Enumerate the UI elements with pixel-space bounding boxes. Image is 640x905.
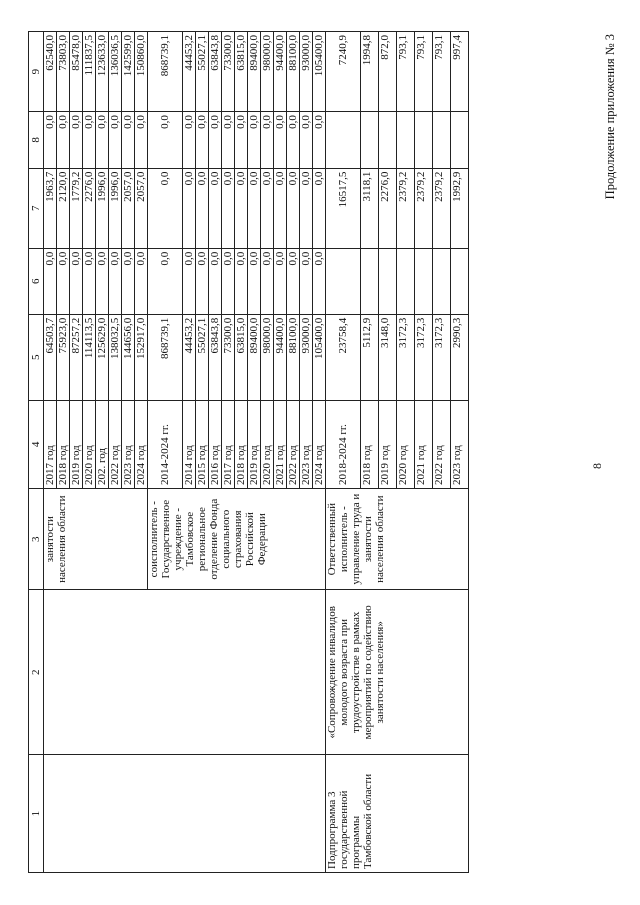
executor-cell: соисполнитель - Государственное учреждение - Тамбовское региональное отделение Фонда социального страхования Российской Федерации bbox=[148, 489, 326, 590]
period-cell: 2020 год bbox=[397, 400, 415, 488]
federal-cell: 0,0 bbox=[222, 248, 235, 314]
period-cell: 2017 год bbox=[222, 400, 235, 488]
local-cell: 0,0 bbox=[122, 112, 135, 169]
period-cell: 2019 год bbox=[379, 400, 397, 488]
regional-cell: 1779,2 bbox=[70, 168, 83, 248]
federal-cell: 0,0 bbox=[44, 248, 57, 314]
regional-cell: 1996,0 bbox=[109, 168, 122, 248]
extrabudget-cell: 111837,5 bbox=[83, 32, 96, 112]
regional-cell: 0,0 bbox=[313, 168, 326, 248]
event-cell: «Сопровождение инвалидов молодого возраста при трудоустройстве в рамках мероприятий по содействию занятости населения» bbox=[326, 590, 469, 755]
extrabudget-cell: 136036,5 bbox=[109, 32, 122, 112]
local-cell: 0,0 bbox=[96, 112, 109, 169]
federal-cell: 0,0 bbox=[196, 248, 209, 314]
regional-cell: 0,0 bbox=[183, 168, 196, 248]
regional-cell: 2057,0 bbox=[135, 168, 148, 248]
period-cell: 2024 год bbox=[313, 400, 326, 488]
local-cell bbox=[361, 112, 379, 169]
period-cell: 2014-2024 гг. bbox=[148, 400, 183, 488]
total-cell: 868739,1 bbox=[148, 314, 183, 400]
total-cell: 23758,4 bbox=[326, 314, 361, 400]
period-cell: 2020 год bbox=[83, 400, 96, 488]
total-cell: 88100,0 bbox=[287, 314, 300, 400]
header-cell: 1 bbox=[29, 755, 44, 873]
federal-cell bbox=[415, 248, 433, 314]
regional-cell: 1992,9 bbox=[451, 168, 469, 248]
period-cell: 202. год bbox=[96, 400, 109, 488]
local-cell: 0,0 bbox=[300, 112, 313, 169]
regional-cell: 2120,0 bbox=[57, 168, 70, 248]
local-cell: 0,0 bbox=[196, 112, 209, 169]
header-cell: 5 bbox=[29, 314, 44, 400]
federal-cell: 0,0 bbox=[109, 248, 122, 314]
regional-cell: 2379,2 bbox=[415, 168, 433, 248]
period-cell: 2023 год bbox=[122, 400, 135, 488]
extrabudget-cell: 123633,0 bbox=[96, 32, 109, 112]
extrabudget-cell: 7240,9 bbox=[326, 32, 361, 112]
federal-cell: 0,0 bbox=[209, 248, 222, 314]
table-row bbox=[44, 32, 57, 873]
period-cell: 2021 год bbox=[415, 400, 433, 488]
federal-cell: 0,0 bbox=[135, 248, 148, 314]
local-cell: 0,0 bbox=[313, 112, 326, 169]
local-cell: 0,0 bbox=[44, 112, 57, 169]
extrabudget-cell: 93000,0 bbox=[300, 32, 313, 112]
total-cell: 125629,0 bbox=[96, 314, 109, 400]
extrabudget-cell: 872,0 bbox=[379, 32, 397, 112]
total-cell: 75923,0 bbox=[57, 314, 70, 400]
regional-cell: 0,0 bbox=[300, 168, 313, 248]
extrabudget-cell: 62540,0 bbox=[44, 32, 57, 112]
regional-cell: 2276,0 bbox=[83, 168, 96, 248]
total-cell: 87257,2 bbox=[70, 314, 83, 400]
header-cell: 9 bbox=[29, 32, 44, 112]
total-cell: 63843,8 bbox=[209, 314, 222, 400]
local-cell: 0,0 bbox=[148, 112, 183, 169]
table-row bbox=[326, 32, 361, 873]
regional-cell: 0,0 bbox=[287, 168, 300, 248]
federal-cell bbox=[397, 248, 415, 314]
total-cell: 5112,9 bbox=[361, 314, 379, 400]
total-cell: 94400,0 bbox=[274, 314, 287, 400]
period-cell: 2019 год bbox=[248, 400, 261, 488]
header-cell: 4 bbox=[29, 400, 44, 488]
extrabudget-cell: 98000,0 bbox=[261, 32, 274, 112]
local-cell: 0,0 bbox=[209, 112, 222, 169]
extrabudget-cell: 89400,0 bbox=[248, 32, 261, 112]
federal-cell: 0,0 bbox=[313, 248, 326, 314]
federal-cell: 0,0 bbox=[122, 248, 135, 314]
federal-cell: 0,0 bbox=[235, 248, 248, 314]
extrabudget-cell: 63843,8 bbox=[209, 32, 222, 112]
federal-cell: 0,0 bbox=[274, 248, 287, 314]
period-cell: 2018 год bbox=[361, 400, 379, 488]
federal-cell: 0,0 bbox=[248, 248, 261, 314]
total-cell: 3172,3 bbox=[433, 314, 451, 400]
federal-cell bbox=[433, 248, 451, 314]
extrabudget-cell: 73300,0 bbox=[222, 32, 235, 112]
local-cell bbox=[326, 112, 361, 169]
period-cell: 2016 год bbox=[209, 400, 222, 488]
period-cell: 2015 год bbox=[196, 400, 209, 488]
extrabudget-cell: 150860,0 bbox=[135, 32, 148, 112]
executor-cell: занятости населения области bbox=[44, 489, 148, 590]
total-cell: 144656,0 bbox=[122, 314, 135, 400]
extrabudget-cell: 868739,1 bbox=[148, 32, 183, 112]
period-cell: 2020 год bbox=[261, 400, 274, 488]
federal-cell: 0,0 bbox=[287, 248, 300, 314]
federal-cell bbox=[451, 248, 469, 314]
event-cell-empty bbox=[44, 590, 326, 755]
period-cell: 2022 год bbox=[433, 400, 451, 488]
appendix-title: Продолжение приложения № 3 bbox=[603, 34, 617, 200]
extrabudget-cell: 793,1 bbox=[433, 32, 451, 112]
federal-cell: 0,0 bbox=[300, 248, 313, 314]
total-cell: 64503,7 bbox=[44, 314, 57, 400]
federal-cell: 0,0 bbox=[70, 248, 83, 314]
federal-cell bbox=[361, 248, 379, 314]
executor-cell: Ответственный исполнитель - управление труда и занятости населения области bbox=[326, 489, 469, 590]
local-cell bbox=[415, 112, 433, 169]
federal-cell: 0,0 bbox=[57, 248, 70, 314]
federal-cell: 0,0 bbox=[183, 248, 196, 314]
period-cell: 2023 год bbox=[300, 400, 313, 488]
period-cell: 2018-2024 гг. bbox=[326, 400, 361, 488]
federal-cell: 0,0 bbox=[148, 248, 183, 314]
extrabudget-cell: 793,1 bbox=[415, 32, 433, 112]
total-cell: 93000,0 bbox=[300, 314, 313, 400]
period-cell: 2014 год bbox=[183, 400, 196, 488]
local-cell: 0,0 bbox=[235, 112, 248, 169]
extrabudget-cell: 997,4 bbox=[451, 32, 469, 112]
local-cell: 0,0 bbox=[274, 112, 287, 169]
regional-cell: 1996,0 bbox=[96, 168, 109, 248]
total-cell: 105400,0 bbox=[313, 314, 326, 400]
regional-cell: 2276,0 bbox=[379, 168, 397, 248]
federal-cell: 0,0 bbox=[83, 248, 96, 314]
extrabudget-cell: 73803,0 bbox=[57, 32, 70, 112]
total-cell: 3148,0 bbox=[379, 314, 397, 400]
regional-cell: 0,0 bbox=[235, 168, 248, 248]
period-cell: 2022 год bbox=[287, 400, 300, 488]
period-cell: 2021 год bbox=[274, 400, 287, 488]
local-cell: 0,0 bbox=[222, 112, 235, 169]
total-cell: 44453,2 bbox=[183, 314, 196, 400]
total-cell: 3172,3 bbox=[415, 314, 433, 400]
local-cell bbox=[379, 112, 397, 169]
local-cell bbox=[433, 112, 451, 169]
regional-cell: 1963,7 bbox=[44, 168, 57, 248]
extrabudget-cell: 55027,1 bbox=[196, 32, 209, 112]
local-cell: 0,0 bbox=[109, 112, 122, 169]
regional-cell: 0,0 bbox=[196, 168, 209, 248]
total-cell: 98000,0 bbox=[261, 314, 274, 400]
regional-cell: 0,0 bbox=[148, 168, 183, 248]
total-cell: 2990,3 bbox=[451, 314, 469, 400]
total-cell: 89400,0 bbox=[248, 314, 261, 400]
regional-cell: 16517,5 bbox=[326, 168, 361, 248]
extrabudget-cell: 1994,8 bbox=[361, 32, 379, 112]
total-cell: 73300,0 bbox=[222, 314, 235, 400]
period-cell: 2018 год bbox=[57, 400, 70, 488]
local-cell: 0,0 bbox=[135, 112, 148, 169]
regional-cell: 3118,1 bbox=[361, 168, 379, 248]
extrabudget-cell: 63815,0 bbox=[235, 32, 248, 112]
program-cell-empty bbox=[44, 755, 326, 873]
period-cell: 2018 год bbox=[235, 400, 248, 488]
regional-cell: 0,0 bbox=[209, 168, 222, 248]
federal-cell bbox=[326, 248, 361, 314]
local-cell: 0,0 bbox=[57, 112, 70, 169]
total-cell: 114113,5 bbox=[83, 314, 96, 400]
regional-cell: 0,0 bbox=[274, 168, 287, 248]
local-cell: 0,0 bbox=[83, 112, 96, 169]
total-cell: 55027,1 bbox=[196, 314, 209, 400]
extrabudget-cell: 88100,0 bbox=[287, 32, 300, 112]
local-cell: 0,0 bbox=[248, 112, 261, 169]
program-cell: Подпрограмма 3 государственной программы Тамбовской области bbox=[326, 755, 469, 873]
page-number: 8 bbox=[590, 463, 604, 469]
local-cell: 0,0 bbox=[183, 112, 196, 169]
local-cell: 0,0 bbox=[287, 112, 300, 169]
header-cell: 8 bbox=[29, 112, 44, 169]
total-cell: 152917,0 bbox=[135, 314, 148, 400]
local-cell: 0,0 bbox=[261, 112, 274, 169]
local-cell: 0,0 bbox=[70, 112, 83, 169]
extrabudget-cell: 44453,2 bbox=[183, 32, 196, 112]
period-cell: 2019 год bbox=[70, 400, 83, 488]
regional-cell: 2379,2 bbox=[433, 168, 451, 248]
regional-cell: 2057,0 bbox=[122, 168, 135, 248]
regional-cell: 0,0 bbox=[248, 168, 261, 248]
extrabudget-cell: 105400,0 bbox=[313, 32, 326, 112]
regional-cell: 0,0 bbox=[261, 168, 274, 248]
period-cell: 2022 год bbox=[109, 400, 122, 488]
regional-cell: 0,0 bbox=[222, 168, 235, 248]
table-body bbox=[29, 32, 469, 873]
extrabudget-cell: 94400,0 bbox=[274, 32, 287, 112]
header-cell: 7 bbox=[29, 168, 44, 248]
period-cell: 2024 год bbox=[135, 400, 148, 488]
total-cell: 63815,0 bbox=[235, 314, 248, 400]
header-cell: 3 bbox=[29, 489, 44, 590]
extrabudget-cell: 85478,0 bbox=[70, 32, 83, 112]
extrabudget-cell: 142599,0 bbox=[122, 32, 135, 112]
budget-table bbox=[28, 31, 469, 873]
local-cell bbox=[451, 112, 469, 169]
header-row bbox=[29, 32, 44, 873]
local-cell bbox=[397, 112, 415, 169]
federal-cell: 0,0 bbox=[96, 248, 109, 314]
federal-cell bbox=[379, 248, 397, 314]
period-cell: 2017 год bbox=[44, 400, 57, 488]
header-cell: 2 bbox=[29, 590, 44, 755]
federal-cell: 0,0 bbox=[261, 248, 274, 314]
header-cell: 6 bbox=[29, 248, 44, 314]
total-cell: 3172,3 bbox=[397, 314, 415, 400]
regional-cell: 2379,2 bbox=[397, 168, 415, 248]
extrabudget-cell: 793,1 bbox=[397, 32, 415, 112]
total-cell: 138032,5 bbox=[109, 314, 122, 400]
period-cell: 2023 год bbox=[451, 400, 469, 488]
